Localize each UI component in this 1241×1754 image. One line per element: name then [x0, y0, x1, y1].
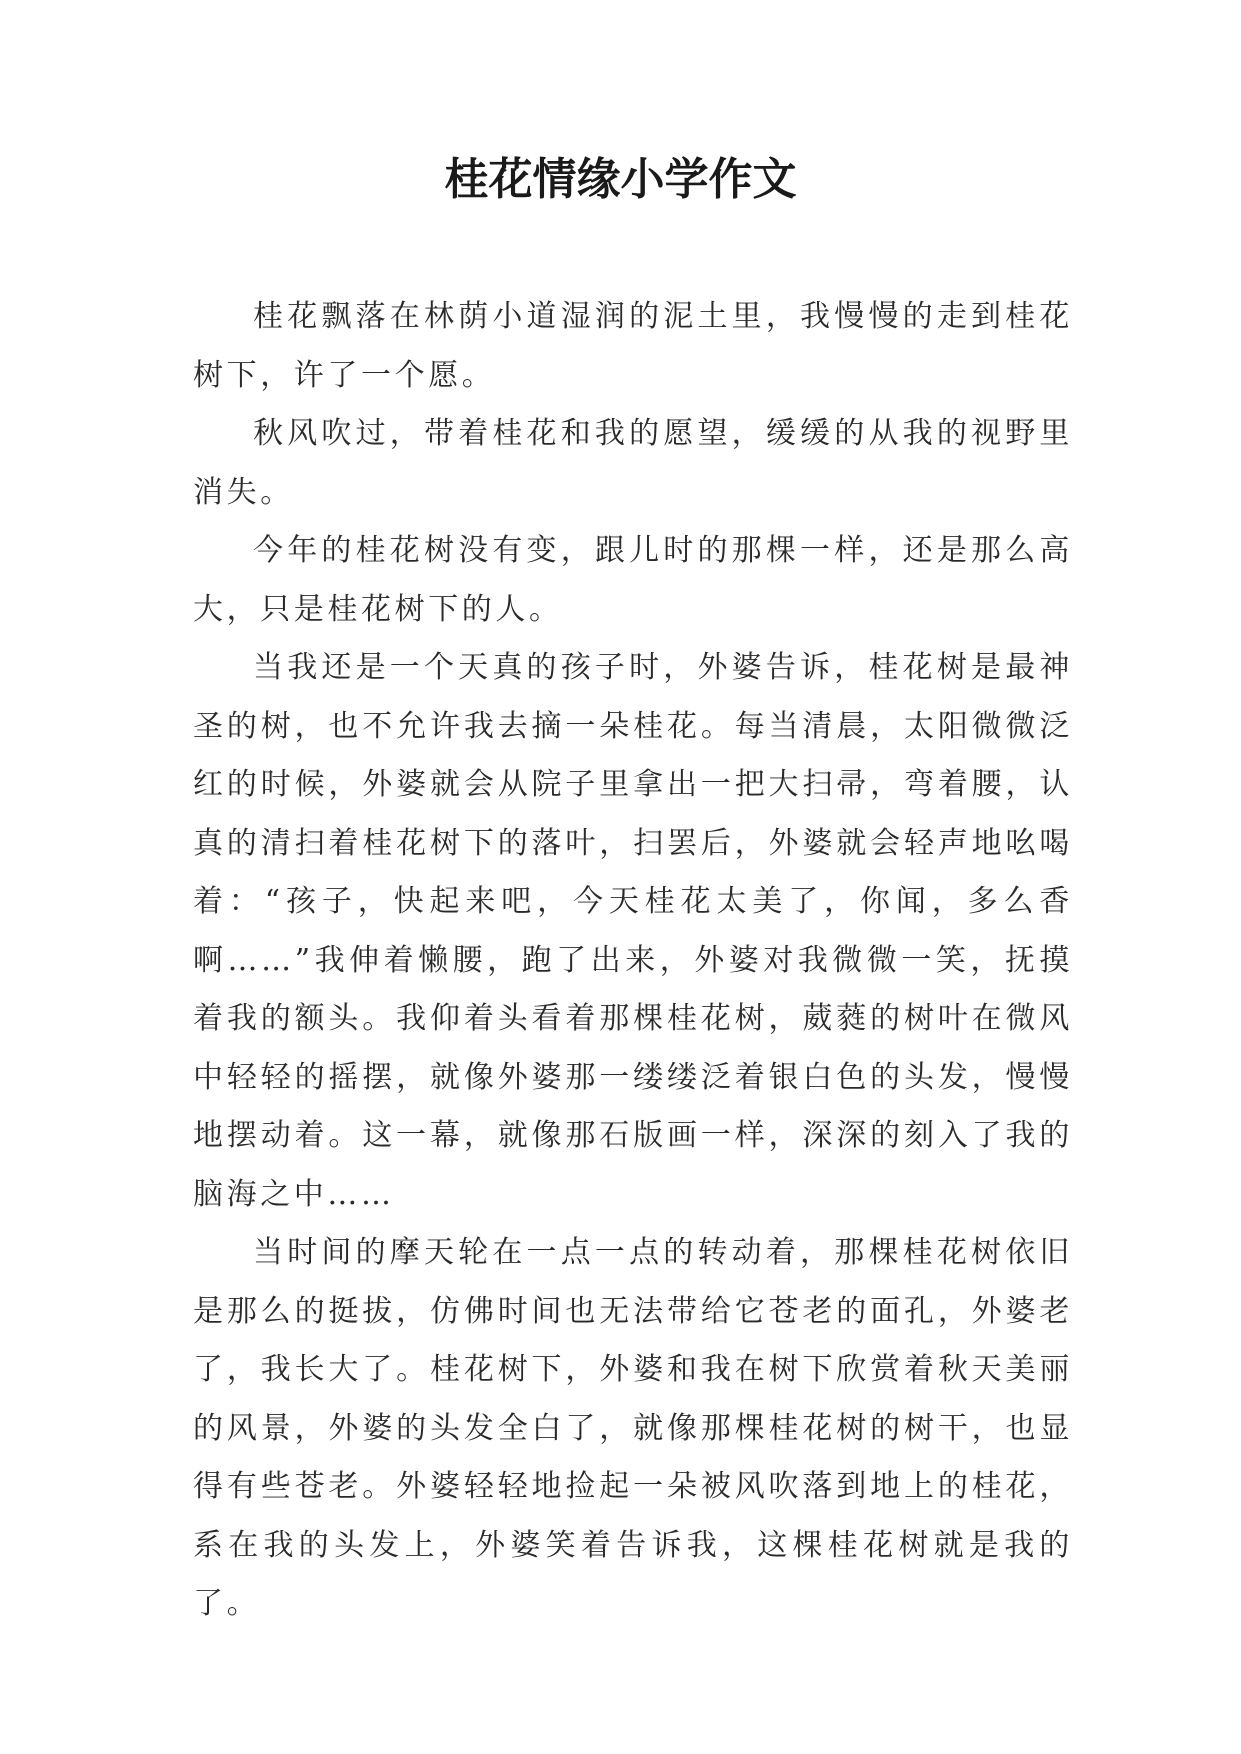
- essay-body: [193, 288, 1073, 1634]
- paragraph-5: 当时间的摩天轮在一点一点的转动着，那棵桂花树依旧是那么的挺拔，仿佛时间也无法带给它苍老的面孔，外婆老了，我长大了。桂花树下，外婆和我在树下欣赏着秋天美丽的风景，外婆的头发全白了，就像那棵桂花树的树干，也显得有些苍老。外婆轻轻地捡起一朵被风吹落到地上的桂花，系在我的头发上，外婆笑着告诉我，这棵桂花树就是我的了。: [193, 1235, 1073, 1621]
- paragraph-4: 当我还是一个天真的孩子时，外婆告诉，桂花树是最神圣的树，也不允许我去摘一朵桂花。每当清晨，太阳微微泛红的时候，外婆就会从院子里拿出一把大扫帚，弯着腰，认真的清扫着桂花树下的落叶，扫罢后，外婆就会轻声地吆喝着：“孩子，快起来吧，今天桂花太美了，你闻，多么香啊……”我伸着懒腰，跑了出来，外婆对我微微一笑，抚摸着我的额头。我仰着头看着那棵桂花树，葳蕤的树叶在微风中轻轻的摇摆，就像外婆那一缕缕泛着银白色的头发，慢慢地摆动着。这一幕，就像那石版画一样，深深的刻入了我的脑海之中……: [193, 650, 1073, 1212]
- paragraph-2: 秋风吹过，带着桂花和我的愿望，缓缓的从我的视野里消失。: [193, 416, 1073, 510]
- paragraph-3: 今年的桂花树没有变，跟儿时的那棵一样，还是那么高大，只是桂花树下的人。: [193, 533, 1073, 627]
- paragraph-1: 桂花飘落在林荫小道湿润的泥土里，我慢慢的走到桂花树下，许了一个愿。: [193, 299, 1073, 393]
- document-title: 桂花情缘小学作文: [444, 154, 797, 205]
